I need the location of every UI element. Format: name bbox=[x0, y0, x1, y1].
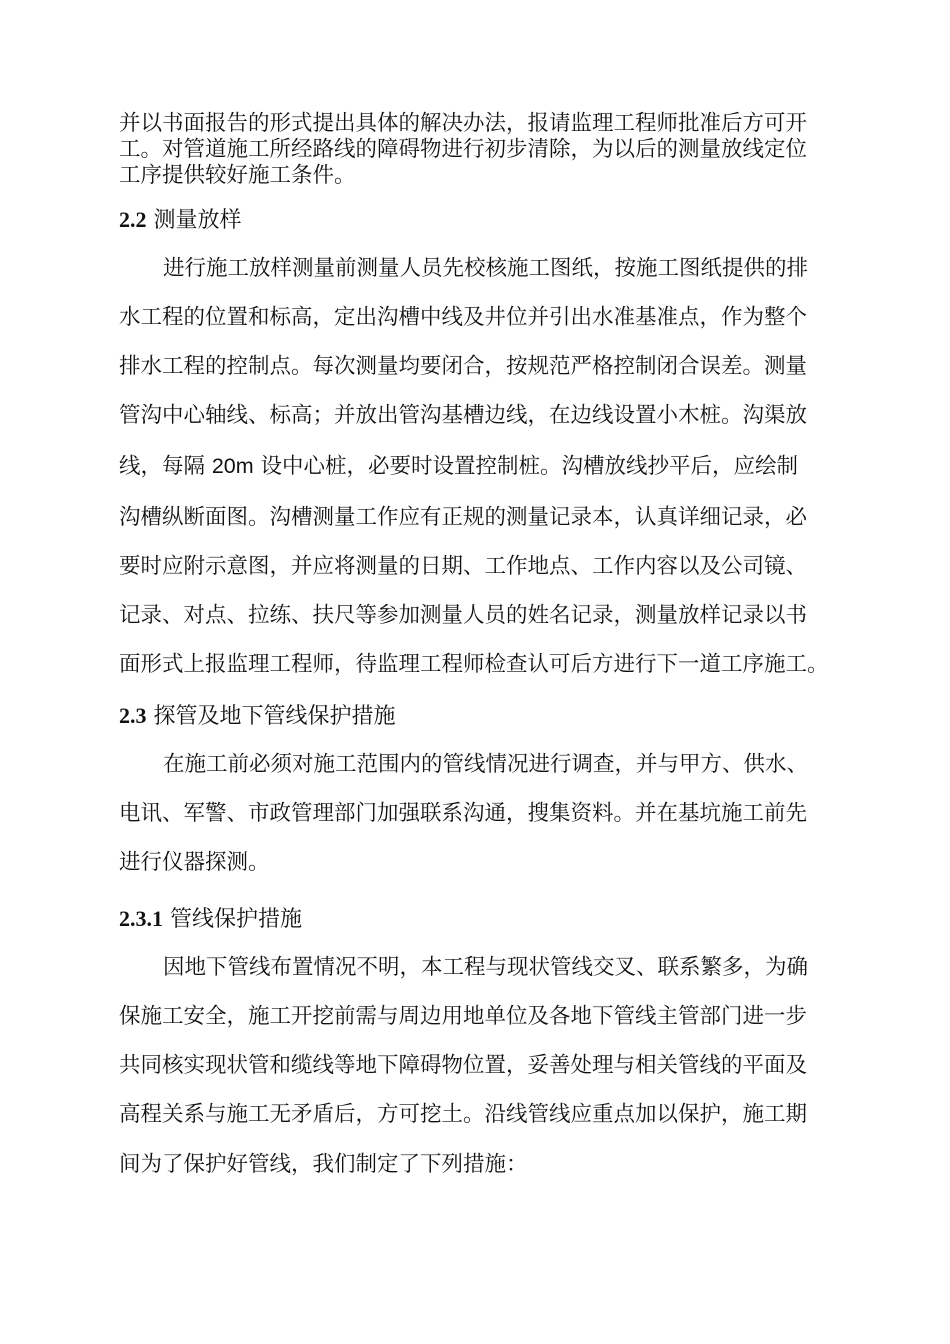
paragraph-line: 要时应附示意图，并应将测量的日期、工作地点、工作内容以及公司镜、 bbox=[119, 554, 808, 579]
intro-line-3: 工序提供较好施工条件。 bbox=[119, 163, 356, 188]
section-number: 2.3 bbox=[119, 703, 147, 728]
paragraph-line: 共同核实现状管和缆线等地下障碍物位置，妥善处理与相关管线的平面及 bbox=[119, 1053, 808, 1078]
text-run: 线，每隔 bbox=[119, 454, 212, 479]
paragraph-line: 高程关系与施工无矛盾后，方可挖土。沿线管线应重点加以保护，施工期 bbox=[119, 1102, 808, 1127]
paragraph-line bbox=[119, 452, 798, 481]
paragraph-line: 面形式上报监理工程师，待监理工程师检查认可后方进行下一道工序施工。 bbox=[119, 652, 829, 677]
paragraph-line: 电讯、军警、市政管理部门加强联系沟通，搜集资料。并在基坑施工前先 bbox=[119, 801, 808, 826]
paragraph-line: 因地下管线布置情况不明，本工程与现状管线交叉、联系繁多，为确 bbox=[163, 955, 809, 980]
paragraph-line: 排水工程的控制点。每次测量均要闭合，按规范严格控制闭合误差。测量 bbox=[119, 354, 808, 379]
paragraph-line: 间为了保护好管线，我们制定了下列措施： bbox=[119, 1152, 528, 1177]
section-number: 2.3.1 bbox=[119, 906, 163, 931]
text-run: 设中心桩，必要时设置控制桩。沟槽放线抄平后，应绘制 bbox=[253, 454, 799, 479]
section-title: 管线保护措施 bbox=[170, 907, 303, 932]
intro-line-2: 工。对管道施工所经路线的障碍物进行初步清除，为以后的测量放线定位 bbox=[119, 137, 808, 162]
section-title: 探管及地下管线保护措施 bbox=[153, 704, 396, 729]
section-number: 2.2 bbox=[119, 207, 147, 232]
paragraph-line: 管沟中心轴线、标高；并放出管沟基槽边线，在边线设置小木桩。沟渠放 bbox=[119, 403, 808, 428]
section-2-3-heading bbox=[119, 702, 396, 731]
paragraph-line: 进行施工放样测量前测量人员先校核施工图纸，按施工图纸提供的排 bbox=[163, 256, 809, 281]
intro-line-1: 并以书面报告的形式提出具体的解决办法，报请监理工程师批准后方可开 bbox=[119, 111, 808, 136]
section-2-2-heading bbox=[119, 206, 242, 235]
text-run: 20m bbox=[211, 454, 254, 478]
section-title: 测量放样 bbox=[153, 208, 242, 233]
paragraph-line: 记录、对点、拉练、扶尺等参加测量人员的姓名记录，测量放样记录以书 bbox=[119, 603, 808, 628]
section-2-3-1-heading bbox=[119, 905, 302, 934]
paragraph-line: 沟槽纵断面图。沟槽测量工作应有正规的测量记录本，认真详细记录，必 bbox=[119, 505, 808, 530]
paragraph-line: 保施工安全，施工开挖前需与周边用地单位及各地下管线主管部门进一步 bbox=[119, 1004, 808, 1029]
paragraph-line: 进行仪器探测。 bbox=[119, 850, 270, 875]
paragraph-line: 在施工前必须对施工范围内的管线情况进行调查，并与甲方、供水、 bbox=[163, 752, 809, 777]
paragraph-line: 水工程的位置和标高，定出沟槽中线及井位并引出水准基准点，作为整个 bbox=[119, 305, 808, 330]
